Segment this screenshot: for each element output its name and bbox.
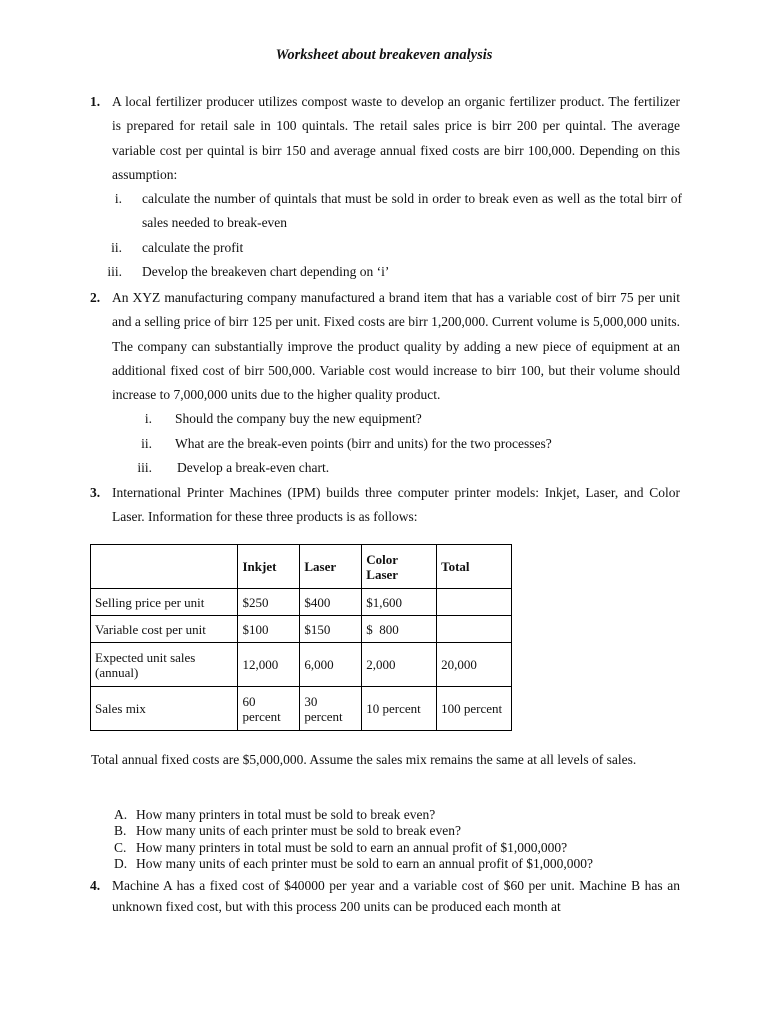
sub-item-number: ii. (111, 240, 122, 255)
list-item-letter: D. (114, 855, 128, 871)
table-cell: Expected unit sales (annual) (91, 643, 238, 687)
list-item (114, 807, 674, 823)
sub-item-text: Develop the breakeven chart depending on ‘i’ (142, 264, 390, 279)
sub-item (92, 236, 682, 260)
table-header-row (91, 545, 512, 589)
table-cell: 30 percent (300, 687, 362, 731)
sub-item-number: i. (114, 191, 122, 206)
list-item-text: How many units of each printer must be sold to break even? (136, 823, 462, 839)
table-header-cell: Laser (300, 545, 362, 589)
list-item-text: How many printers in total must be sold to break even? (136, 807, 436, 822)
table-cell: 2,000 (362, 643, 437, 687)
question-text: A local fertilizer producer utilizes compost waste to develop an organic fertilizer product. The fertilizer is prepared for retail sale in 100 quintals. The retail sales price is birr 200 per quintal. The average variable cost per quintal is birr 150 and average annual fixed costs are birr 100,000. Depending on this assumption: (112, 94, 680, 182)
table-cell: 6,000 (300, 643, 362, 687)
table-cell: $ 800 (362, 616, 437, 643)
table-row (91, 589, 512, 616)
sub-item (122, 432, 682, 456)
table-cell: $1,600 (362, 589, 437, 616)
table-cell: 100 percent (437, 687, 512, 731)
table-cell (437, 616, 512, 643)
sub-item-text: Should the company buy the new equipment? (175, 411, 422, 426)
table-cell: Selling price per unit (91, 589, 238, 616)
table-row (91, 643, 512, 687)
sub-item (122, 407, 682, 431)
question-text: An XYZ manufacturing company manufactured a brand item that has a variable cost of birr 75 per unit and a selling price of birr 125 per unit. Fixed costs are birr 1,200,000. Current volume is 5,000,000 units. The company can substantially improve the product quality by adding a new piece of equipment at an additional fixed cost of birr 500,000. Variable cost would increase to birr 100, but their volume should increase to 7,000,000 units due to the higher quality product. (112, 290, 680, 403)
sub-item-text: Develop a break-even chart. (177, 460, 330, 475)
sub-item-number: i. (144, 411, 152, 426)
sub-item (92, 260, 682, 284)
table-cell: Sales mix (91, 687, 238, 731)
table-row (91, 616, 512, 643)
sub-item-text: calculate the number of quintals that must be sold in order to break even as well as the total birr of sales needed to break-even (142, 191, 682, 231)
page-title: Worksheet about breakeven analysis (275, 47, 493, 63)
sub-item (92, 187, 682, 236)
list-item (114, 840, 674, 856)
table-header-cell: Total (437, 545, 512, 589)
question-4 (90, 875, 680, 917)
question-text: International Printer Machines (IPM) builds three computer printer models: Inkjet, Laser, and Color Laser. Information for these three products is as follows: (112, 485, 680, 525)
question-text: Machine A has a fixed cost of $40000 per year and a variable cost of $60 per unit. Machine B has an unknown fixed cost, but with this process 200 units can be produced each month at (112, 878, 680, 914)
fixed-cost-note: Total annual fixed costs are $5,000,000. Assume the sales mix remains the same at all levels of sales. (91, 752, 637, 767)
table-cell: 12,000 (238, 643, 300, 687)
question-number: 1. (90, 94, 101, 109)
list-item-text: How many printers in total must be sold to earn an annual profit of $1,000,000? (136, 839, 568, 855)
table-cell: $400 (300, 589, 362, 616)
table-cell: $100 (238, 616, 300, 643)
table-header-cell: Inkjet (238, 545, 300, 589)
sub-item-number: iii. (137, 460, 152, 475)
list-item-text: How many units of each printer must be sold to earn an annual profit of $1,000,000? (136, 855, 594, 871)
table-cell: 10 percent (362, 687, 437, 731)
table-header-cell: Color Laser (362, 545, 437, 589)
question-number: 3. (90, 485, 101, 500)
table-cell: Variable cost per unit (91, 616, 238, 643)
list-item-letter: B. (114, 823, 127, 839)
table-cell (437, 589, 512, 616)
table-cell: $150 (300, 616, 362, 643)
sub-item (122, 456, 682, 480)
sub-question-list (114, 807, 674, 872)
product-info-table (90, 544, 512, 731)
table-header-cell (91, 545, 238, 589)
question-number: 4. (90, 878, 101, 893)
sub-item-number: ii. (141, 436, 152, 451)
table-row (91, 687, 512, 731)
list-item (114, 856, 674, 872)
sub-item-number: iii. (107, 264, 122, 279)
question-1 (90, 90, 680, 187)
sub-item-text: calculate the profit (142, 240, 244, 255)
table-cell: 60 percent (238, 687, 300, 731)
table-cell: $250 (238, 589, 300, 616)
sub-item-text: What are the break-even points (birr and units) for the two processes? (175, 436, 552, 451)
question-2 (90, 286, 680, 407)
table-cell: 20,000 (437, 643, 512, 687)
question-3 (90, 481, 680, 530)
list-item (114, 823, 674, 839)
question-number: 2. (90, 290, 101, 305)
list-item-letter: A. (114, 807, 128, 822)
list-item-letter: C. (114, 839, 127, 855)
